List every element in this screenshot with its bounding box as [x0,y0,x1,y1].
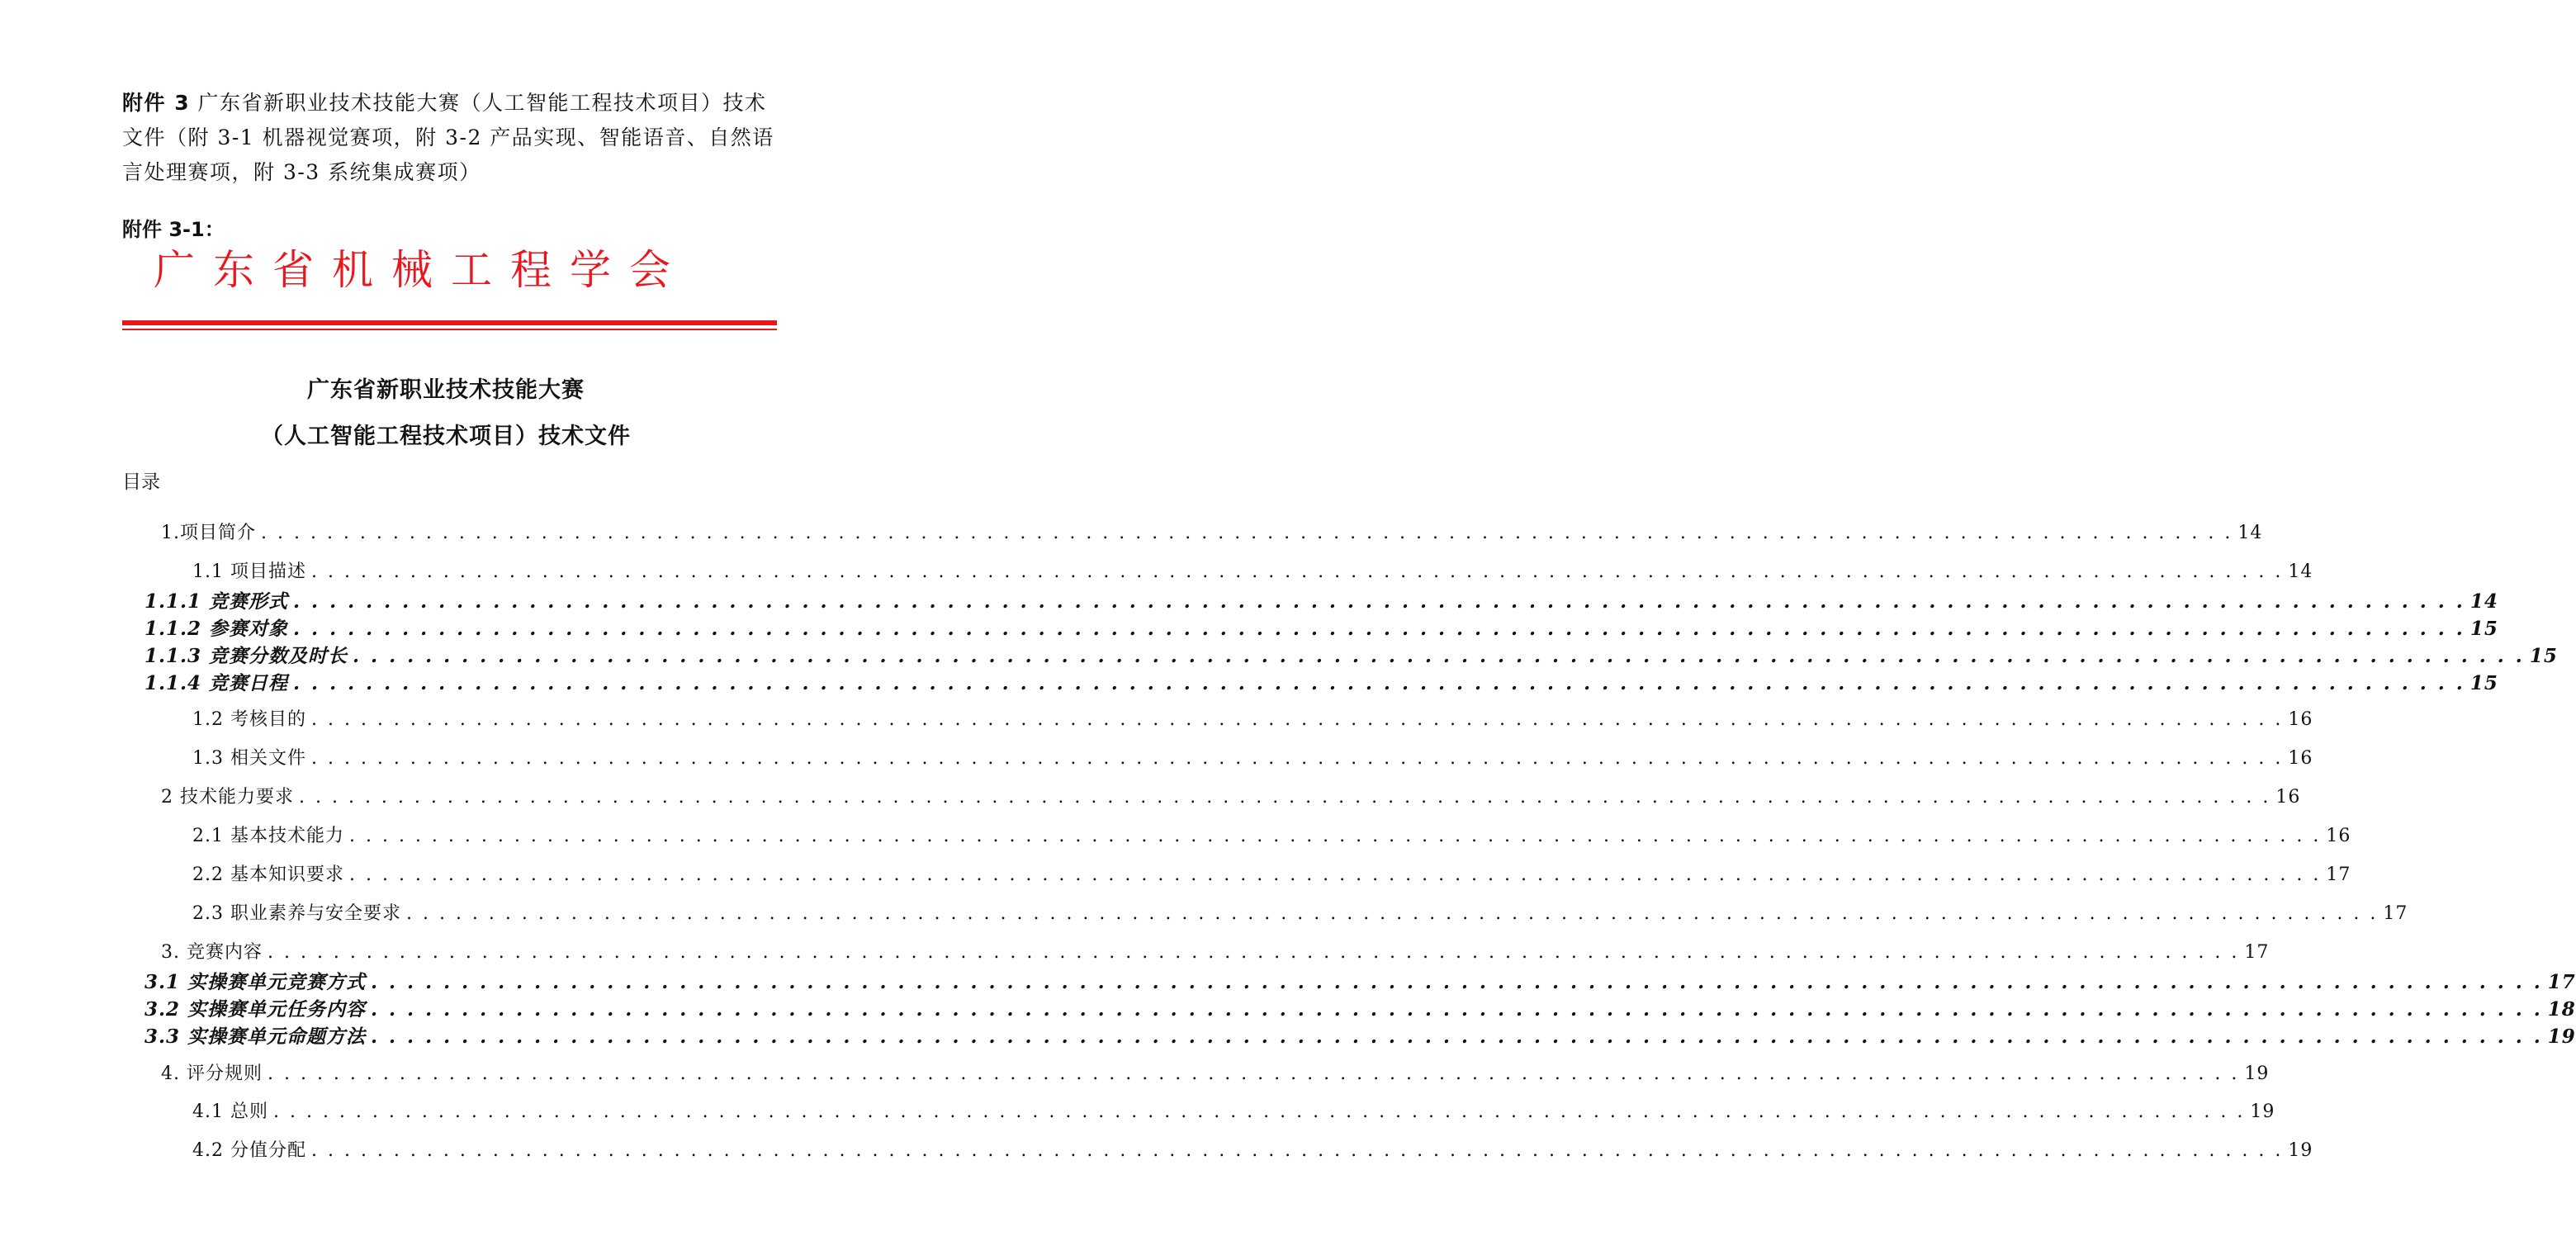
toc-entry-page: 14 [2237,523,2263,543]
toc-entry-label: 3.2 实操赛单元任务内容 [144,998,367,1021]
toc-entry-page: 15 [2529,645,2558,667]
toc-entry-page: 14 [2288,561,2313,582]
toc-entry-page: 16 [2288,709,2313,730]
toc-leader-dots: . . . . . . . . . . . . . . . . . . . . . . . . . . . . . . . . . . . . . . . . . . . . . . . . . . . . . . . . . . . . . . . . . . . . . . . . . . . . . . . . . . . . . . . . . . . . . . . . . . . . . . . . . . . . . . . . . . . . . . . . [293,590,2465,613]
toc-leader-dots: . . . . . . . . . . . . . . . . . . . . . . . . . . . . . . . . . . . . . . . . . . . . . . . . . . . . . . . . . . . . . . . . . . . . . . . . . . . . . . . . . . . . . . . . . . . . . . . . . . . . . . . . . . . . . . . . . . . . . . . . [371,998,2543,1021]
toc-entry[interactable] [144,668,2498,695]
toc-entry-label: 1.项目简介 [161,523,256,543]
toc-entry[interactable] [192,899,2408,925]
attachment-description: 广东省新职业技术技能大赛（人工智能工程技术项目）技术文件（附 3-1 机器视觉赛项，附 3-2 产品实现、智能语音、自然语言处理赛项，附 3-3 系统集成赛项） [122,91,774,184]
toc-entry[interactable] [192,822,2351,847]
toc-entry-page: 19 [2250,1101,2275,1122]
toc-entry[interactable] [161,1059,2270,1085]
toc-leader-dots: . . . . . . . . . . . . . . . . . . . . . . . . . . . . . . . . . . . . . . . . . . . . . . . . . . . . . . . . . . . . . . . . . . . . . . . . . . . . . . . . . . . . . . . . . . . . . . . . . . . . . . . . . . . . . . . . . . . . . . . . [267,1063,2240,1084]
toc-entry[interactable] [161,519,2263,544]
toc-leader-dots: . . . . . . . . . . . . . . . . . . . . . . . . . . . . . . . . . . . . . . . . . . . . . . . . . . . . . . . . . . . . . . . . . . . . . . . . . . . . . . . . . . . . . . . . . . . . . . . . . . . . . . . . . . . . . . . . . . . . . . . . [310,1140,2284,1161]
toc-leader-dots: . . . . . . . . . . . . . . . . . . . . . . . . . . . . . . . . . . . . . . . . . . . . . . . . . . . . . . . . . . . . . . . . . . . . . . . . . . . . . . . . . . . . . . . . . . . . . . . . . . . . . . . . . . . . . . . . . . . . . . . . [293,618,2465,640]
toc-entry-label: 3.3 实操赛单元命题方法 [144,1026,367,1048]
toc-leader-dots: . . . . . . . . . . . . . . . . . . . . . . . . . . . . . . . . . . . . . . . . . . . . . . . . . . . . . . . . . . . . . . . . . . . . . . . . . . . . . . . . . . . . . . . . . . . . . . . . . . . . . . . . . . . . . . . . . . . . . . . . [371,1026,2543,1048]
toc-leader-dots: . . . . . . . . . . . . . . . . . . . . . . . . . . . . . . . . . . . . . . . . . . . . . . . . . . . . . . . . . . . . . . . . . . . . . . . . . . . . . . . . . . . . . . . . . . . . . . . . . . . . . . . . . . . . . . . . . . . . . . . . [293,672,2465,694]
toc-entry-label: 1.1.1 竞赛形式 [144,590,289,613]
toc-entry-page: 19 [2547,1026,2576,1048]
toc-entry[interactable] [144,613,2498,641]
document-title-line2: （人工智能工程技术项目）技术文件 [261,424,631,449]
toc-entry[interactable] [192,705,2313,731]
toc-entry-page: 16 [2326,826,2351,846]
toc-leader-dots: . . . . . . . . . . . . . . . . . . . . . . . . . . . . . . . . . . . . . . . . . . . . . . . . . . . . . . . . . . . . . . . . . . . . . . . . . . . . . . . . . . . . . . . . . . . . . . . . . . . . . . . . . . . . . . . . . . . . . . . . [267,942,2240,963]
toc-leader-dots: . . . . . . . . . . . . . . . . . . . . . . . . . . . . . . . . . . . . . . . . . . . . . . . . . . . . . . . . . . . . . . . . . . . . . . . . . . . . . . . . . . . . . . . . . . . . . . . . . . . . . . . . . . . . . . . . . . . . . . . . [299,787,2271,808]
toc-leader-dots: . . . . . . . . . . . . . . . . . . . . . . . . . . . . . . . . . . . . . . . . . . . . . . . . . . . . . . . . . . . . . . . . . . . . . . . . . . . . . . . . . . . . . . . . . . . . . . . . . . . . . . . . . . . . . . . . . . . . . . . . [348,826,2322,846]
toc-entry[interactable] [144,1021,2576,1049]
toc-entry[interactable] [192,1097,2275,1123]
toc-entry-label: 2.1 基本技术能力 [192,826,344,846]
toc-entry-label: 1.1 项目描述 [192,561,306,582]
toc-leader-dots: . . . . . . . . . . . . . . . . . . . . . . . . . . . . . . . . . . . . . . . . . . . . . . . . . . . . . . . . . . . . . . . . . . . . . . . . . . . . . . . . . . . . . . . . . . . . . . . . . . . . . . . . . . . . . . . . . . . . . . . . [353,645,2525,667]
toc-entry[interactable] [192,744,2313,770]
toc-entry[interactable] [192,557,2313,583]
toc-heading: 目录 [122,471,160,493]
toc-leader-dots: . . . . . . . . . . . . . . . . . . . . . . . . . . . . . . . . . . . . . . . . . . . . . . . . . . . . . . . . . . . . . . . . . . . . . . . . . . . . . . . . . . . . . . . . . . . . . . . . . . . . . . . . . . . . . . . . . . . . . . . . [310,561,2284,582]
toc-entry-page: 17 [2244,942,2270,963]
attachment-number: 附件 3 [122,91,191,115]
toc-entry[interactable] [192,1136,2313,1162]
toc-entry-page: 19 [2244,1063,2270,1084]
toc-leader-dots: . . . . . . . . . . . . . . . . . . . . . . . . . . . . . . . . . . . . . . . . . . . . . . . . . . . . . . . . . . . . . . . . . . . . . . . . . . . . . . . . . . . . . . . . . . . . . . . . . . . . . . . . . . . . . . . . . . . . . . . . [348,864,2322,885]
toc-entry-label: 2.3 职业素养与安全要求 [192,903,401,924]
toc-entry-page: 17 [2326,864,2351,885]
toc-entry[interactable] [161,938,2270,964]
toc-entry-page: 15 [2469,618,2498,640]
toc-leader-dots: . . . . . . . . . . . . . . . . . . . . . . . . . . . . . . . . . . . . . . . . . . . . . . . . . . . . . . . . . . . . . . . . . . . . . . . . . . . . . . . . . . . . . . . . . . . . . . . . . . . . . . . . . . . . . . . . . . . . . . . . [272,1101,2246,1122]
toc-entry[interactable] [192,860,2351,886]
toc-entry-label: 1.3 相关文件 [192,748,306,769]
toc-entry-label: 2 技术能力要求 [161,787,294,808]
attachment-intro [122,86,783,190]
toc-entry[interactable] [144,967,2576,994]
toc-entry[interactable] [144,641,2558,668]
toc-entry-page: 19 [2288,1140,2313,1161]
letterhead-divider [122,320,777,334]
toc-entry-page: 17 [2383,903,2408,924]
toc-leader-dots: . . . . . . . . . . . . . . . . . . . . . . . . . . . . . . . . . . . . . . . . . . . . . . . . . . . . . . . . . . . . . . . . . . . . . . . . . . . . . . . . . . . . . . . . . . . . . . . . . . . . . . . . . . . . . . . . . . . . . . . . [310,709,2284,730]
toc-leader-dots: . . . . . . . . . . . . . . . . . . . . . . . . . . . . . . . . . . . . . . . . . . . . . . . . . . . . . . . . . . . . . . . . . . . . . . . . . . . . . . . . . . . . . . . . . . . . . . . . . . . . . . . . . . . . . . . . . . . . . . . . [310,748,2284,769]
document-title-line1: 广东省新职业技术技能大赛 [307,377,585,403]
toc-entry-label: 4. 评分规则 [161,1063,263,1084]
toc-entry-page: 18 [2547,998,2576,1021]
toc-entry-label: 1.1.4 竞赛日程 [144,672,289,694]
toc-leader-dots: . . . . . . . . . . . . . . . . . . . . . . . . . . . . . . . . . . . . . . . . . . . . . . . . . . . . . . . . . . . . . . . . . . . . . . . . . . . . . . . . . . . . . . . . . . . . . . . . . . . . . . . . . . . . . . . . . . . . . . . . [405,903,2379,924]
toc-entry-page: 14 [2469,590,2498,613]
toc-entry-page: 16 [2275,787,2301,808]
toc-entry-label: 1.1.3 竞赛分数及时长 [144,645,348,667]
toc-entry-label: 4.2 分值分配 [192,1140,306,1161]
toc-entry[interactable] [144,586,2498,613]
toc-leader-dots: . . . . . . . . . . . . . . . . . . . . . . . . . . . . . . . . . . . . . . . . . . . . . . . . . . . . . . . . . . . . . . . . . . . . . . . . . . . . . . . . . . . . . . . . . . . . . . . . . . . . . . . . . . . . . . . . . . . . . . . . [261,523,2233,543]
toc-entry[interactable] [144,994,2576,1021]
toc-entry-label: 2.2 基本知识要求 [192,864,344,885]
annex-label: 附件 3-1： [122,218,225,241]
toc-entry-page: 15 [2469,672,2498,694]
toc-entry-page: 17 [2547,971,2576,993]
toc-entry-label: 3. 竞赛内容 [161,942,263,963]
toc-entry[interactable] [161,783,2301,808]
toc-entry-label: 1.1.2 参赛对象 [144,618,289,640]
toc-entry-label: 1.2 考核目的 [192,709,306,730]
toc-leader-dots: . . . . . . . . . . . . . . . . . . . . . . . . . . . . . . . . . . . . . . . . . . . . . . . . . . . . . . . . . . . . . . . . . . . . . . . . . . . . . . . . . . . . . . . . . . . . . . . . . . . . . . . . . . . . . . . . . . . . . . . . [371,971,2543,993]
organization-letterhead: 广东省机械工程学会 [154,246,689,294]
toc-entry-label: 3.1 实操赛单元竞赛方式 [144,971,367,993]
toc-entry-page: 16 [2288,748,2313,769]
toc-entry-label: 4.1 总则 [192,1101,268,1122]
